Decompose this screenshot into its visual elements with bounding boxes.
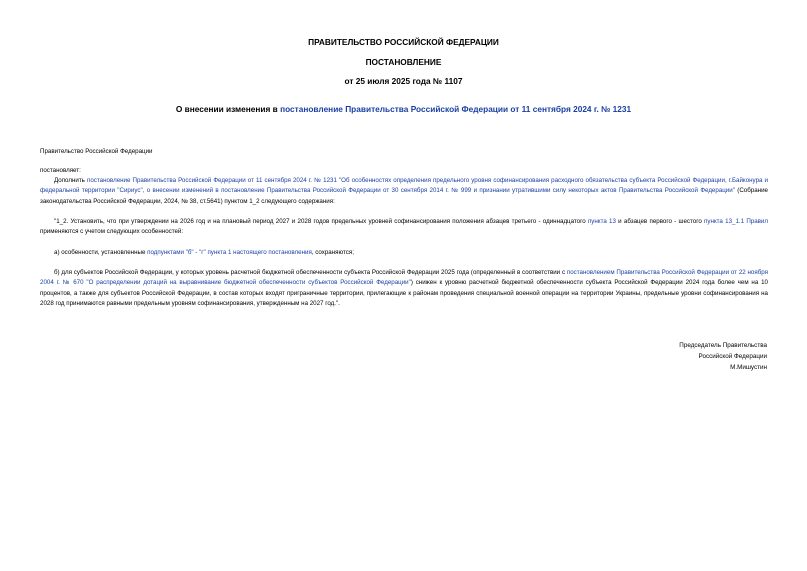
p2-text-3: применяются с учетом следующих особенностей: <box>40 228 184 236</box>
p2-link-2[interactable]: пункта 13_1.1 Правил <box>704 218 768 225</box>
document-type-heading: ПОСТАНОВЛЕНИЕ <box>365 57 442 67</box>
resolves-line: постановляет: <box>40 167 81 174</box>
signature-country: Российской Федерации <box>698 353 767 360</box>
paragraph-1 <box>40 176 768 207</box>
signature-block <box>679 340 767 373</box>
paragraph-3 <box>40 248 768 258</box>
p1-text-end: (Собрание законодательства Российской Федерации, 2024, № 38, ст.5641) пунктом 1_2 следующего содержания: <box>40 187 768 205</box>
signature-name: М.Мишустин <box>730 364 767 371</box>
p3-link[interactable]: подпунктами "б" - "г" пункта 1 настоящего постановления <box>147 249 312 256</box>
p4-text-start: б) для субъектов Российской Федерации, у которых уровень расчетной бюджетной обеспеченности субъекта Российской Федерации 2025 года (определенный в соответствии с <box>54 269 567 276</box>
government-heading: ПРАВИТЕЛЬСТВО РОССИЙСКОЙ ФЕДЕРАЦИИ <box>308 37 499 47</box>
paragraph-2 <box>40 217 768 238</box>
p3-text-start: а) особенности, установленные <box>54 249 148 256</box>
p1-text-start: Дополнить <box>54 177 87 184</box>
p1-link[interactable]: постановление Правительства Российской Федерации от 11 сентября 2024 г. № 1231 "Об особенностях определения предельного уровня софинансирования расходного обязательства субъекта Российской Федерации, г.Байконура и федеральной территории "Сириус", о внесении изменений в постановление Правительства Российской Федерации от 30 сентября 2014 г. № 999 и признании утратившими силу некоторых актов Правительства Российской Федерации" <box>40 177 768 195</box>
title-link[interactable]: постановление Правительства Российской Федерации от 11 сентября 2024 г. № 1231 <box>280 104 632 114</box>
p2-text-1: "1_2. Установить, что при утверждении на 2026 год и на плановый период 2027 и 2028 годов предельных уровней софинансирования положения абзацев третьего - одиннадцатого <box>54 218 588 225</box>
paragraph-4 <box>40 268 768 309</box>
p3-text-end: , сохраняются; <box>311 249 354 256</box>
date-number-heading: от 25 июля 2025 года № 1107 <box>344 76 463 86</box>
government-line: Правительство Российской Федерации <box>40 148 153 155</box>
p2-link-1[interactable]: пункта 13 <box>587 218 616 225</box>
p4-text-end: ) снижен к уровню расчетной бюджетной обеспеченности субъекта Российской Федерации 2024 года более чем на 10 процентов, а также для субъектов Российской Федерации, в состав которых входят приграничные территории, прилегающие к районам проведения специальной военной операции на территории Украины, предельные уровни софинансирования на 2028 год принимаются равными предельным уровням софинансирования, утвержденным на 2027 год.". <box>40 279 768 307</box>
signature-position: Председатель Правительства <box>679 342 767 349</box>
document-title <box>0 104 807 115</box>
title-prefix: О внесении изменения в <box>175 104 281 114</box>
p4-link[interactable]: постановлением Правительства Российской Федерации от 22 ноября 2004 г. № 670 "О распределении дотаций на выравнивание бюджетной обеспеченности субъектов Российской Федерации" <box>40 269 768 287</box>
p2-text-2: и абзацев первого - шестого <box>615 218 705 225</box>
